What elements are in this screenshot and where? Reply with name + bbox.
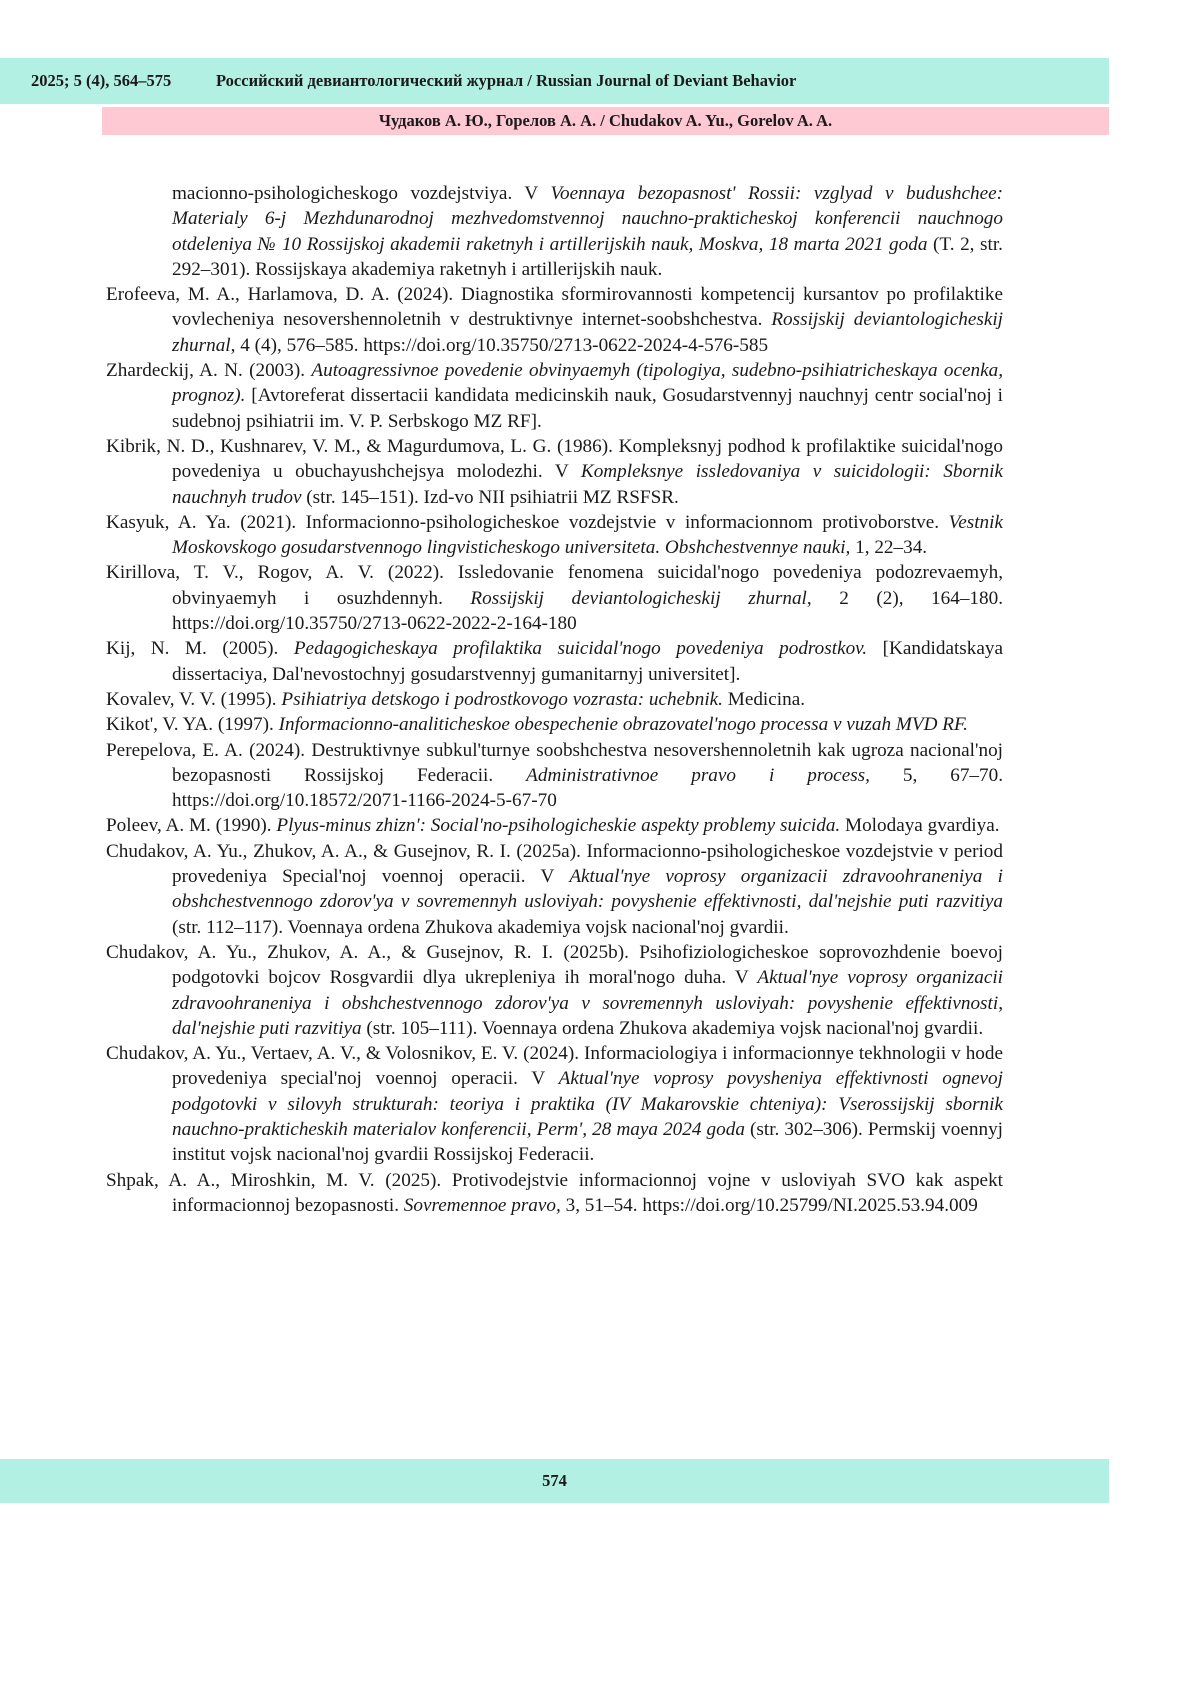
reference-item: Perepelova, E. A. (2024). Destruktivnye subkul'turnye soobshchestva nesovershennoletnih kak ugroza nacional'noj bezopasnosti Rossijskoj Federacii. Administrativnoe pravo i process, 5, 67–70. https://doi.org/10.18572/2071-1166-2024-5-67-70	[106, 739, 1004, 812]
reference-item: Kikot', V. YA. (1997). Informacionno-analiticheskoe obespechenie obrazovatel'nogo processa v vuzah MVD RF.	[106, 714, 968, 736]
running-authors: Чудаков А. Ю., Горелов А. А. / Chudakov A. Yu., Gorelov A. A.	[102, 107, 1109, 135]
reference-item: Kibrik, N. D., Kushnarev, V. M., & Magurdumova, L. G. (1986). Kompleksnyj podhod k profilaktike suicidal'nogo povedeniya u obuchayushchejsya molodezhi. V Kompleksnye issledovaniya v suicidologii: Sbornik nauchnyh trudov (str. 145–151). Izd-vo NII psihiatrii MZ RSFSR.	[106, 435, 1003, 508]
journal-header-bar	[0, 58, 1109, 104]
reference-item: Poleev, A. M. (1990). Plyus-minus zhizn': Social'no-psihologicheskie aspekty problemy suicida. Molodaya gvardiya.	[106, 815, 1000, 837]
reference-item: Chudakov, A. Yu., Zhukov, A. A., & Gusejnov, R. I. (2025a). Informacionno-psihologicheskoe vozdejstvie v period provedeniya Special'noj voennoj operacii. V Aktual'nye voprosy organizacii zdravoohraneniya i obshchestvennogo zdorov'ya v sovremennyh usloviyah: povyshenie effektivnosti, dal'nejshie puti razvitiya (str. 112–117). Voennaya ordena Zhukova akademiya vojsk nacional'noj gvardii.	[106, 840, 1003, 938]
issue-volume: 2025; 5 (4), 564–575	[31, 71, 172, 90]
page-number: 574	[542, 1471, 567, 1490]
reference-item: macionno-psihologicheskogo vozdejstviya. V Voennaya bezopasnost' Rossii: vzglyad v budushchee: Materialy 6-j Mezhdunarodnoj mezhvedomstvennoj nauchno-prakticheskoj konferencii nauchnogo otdeleniya № 10 Rossijskoj akademii raketnyh i artillerijskih nauk, Moskva, 18 marta 2021 goda (T. 2, str. 292–301). Rossijskaya akademiya raketnyh i artillerijskih nauk.	[172, 183, 1003, 280]
page-footer	[0, 1459, 1109, 1503]
reference-item: Chudakov, A. Yu., Zhukov, A. A., & Gusejnov, R. I. (2025b). Psihofiziologicheskoe soprovozhdenie boevoj podgotovki bojcov Rosgvardii dlya ukrepleniya ih moral'nogo duha. V Aktual'nye voprosy organizacii zdravoohraneniya i obshchestvennogo zdorov'ya v sovremennyh usloviyah: povyshenie effektivnosti, dal'nejshie puti razvitiya (str. 105–111). Voennaya ordena Zhukova akademiya vojsk nacional'noj gvardii.	[106, 941, 1003, 1039]
reference-item: Kij, N. M. (2005). Pedagogicheskaya profilaktika suicidal'nogo povedeniya podrostkov. [Kandidatskaya dissertaciya, Dal'nevostochnyj gosudarstvennyj gumanitarnyj universitet].	[106, 638, 1003, 685]
reference-item: Kirillova, T. V., Rogov, A. V. (2022). Issledovanie fenomena suicidal'nogo povedeniya podozrevaemyh, obvinyaemyh i osuzhdennyh. Rossijskij deviantologicheskij zhurnal, 2 (2), 164–180. https://doi.org/10.35750/2713-0622-2022-2-164-180	[106, 562, 1003, 635]
reference-item: Kasyuk, A. Ya. (2021). Informacionno-psihologicheskoe vozdejstvie v informacionnom protivoborstve. Vestnik Moskovskogo gosudarstvennogo lingvisticheskogo universiteta. Obshchestvennye nauki, 1, 22–34.	[106, 511, 1003, 559]
reference-item: Chudakov, A. Yu., Vertaev, A. V., & Volosnikov, E. V. (2024). Informaciologiya i informacionnye tekhnologii v hode provedeniya special'noj voennoj operacii. V Aktual'nye voprosy povysheniya effektivnosti ognevoj podgotovki v silovyh strukturah: teoriya i praktika (IV Makarovskie chteniya): Vserossijskij sbornik nauchno-prakticheskih materialov konferencii, Perm', 28 maya 2024 goda (str. 302–306). Permskij voennyj institut vojsk nacional'noj gvardii Rossijskoj Federacii.	[106, 1043, 1003, 1166]
reference-list	[106, 181, 1003, 1218]
reference-item: Shpak, A. A., Miroshkin, M. V. (2025). Protivodejstvie informacionnoj vojne v usloviyah SVO kak aspekt informacionnoj bezopasnosti. Sovremennoe pravo, 3, 51–54. https://doi.org/10.25799/NI.2025.53.94.009	[106, 1169, 1003, 1216]
journal-title: Российский девиантологический журнал / Russian Journal of Deviant Behavior	[216, 71, 797, 90]
reference-item: Erofeeva, M. A., Harlamova, D. A. (2024). Diagnostika sformirovannosti kompetencij kursantov po profilaktike vovlecheniya nesovershennoletnih v destruktivnye internet-soobshchestva. Rossijskij deviantologicheskij zhurnal, 4 (4), 576–585. https://doi.org/10.35750/2713-0622-2024-4-576-585	[106, 284, 1004, 356]
reference-item: Zhardeckij, A. N. (2003). Autoagressivnoe povedenie obvinyaemyh (tipologiya, sudebno-psihiatricheskaya ocenka, prognoz). [Avtoreferat dissertacii kandidata medicinskih nauk, Gosudarstvennyj nauchnyj centr social'noj i sudebnoj psihiatrii im. V. P. Serbskogo MZ RF].	[106, 360, 1003, 432]
reference-item: Kovalev, V. V. (1995). Psihiatriya detskogo i podrostkovogo vozrasta: uchebnik. Medicina.	[106, 688, 806, 710]
